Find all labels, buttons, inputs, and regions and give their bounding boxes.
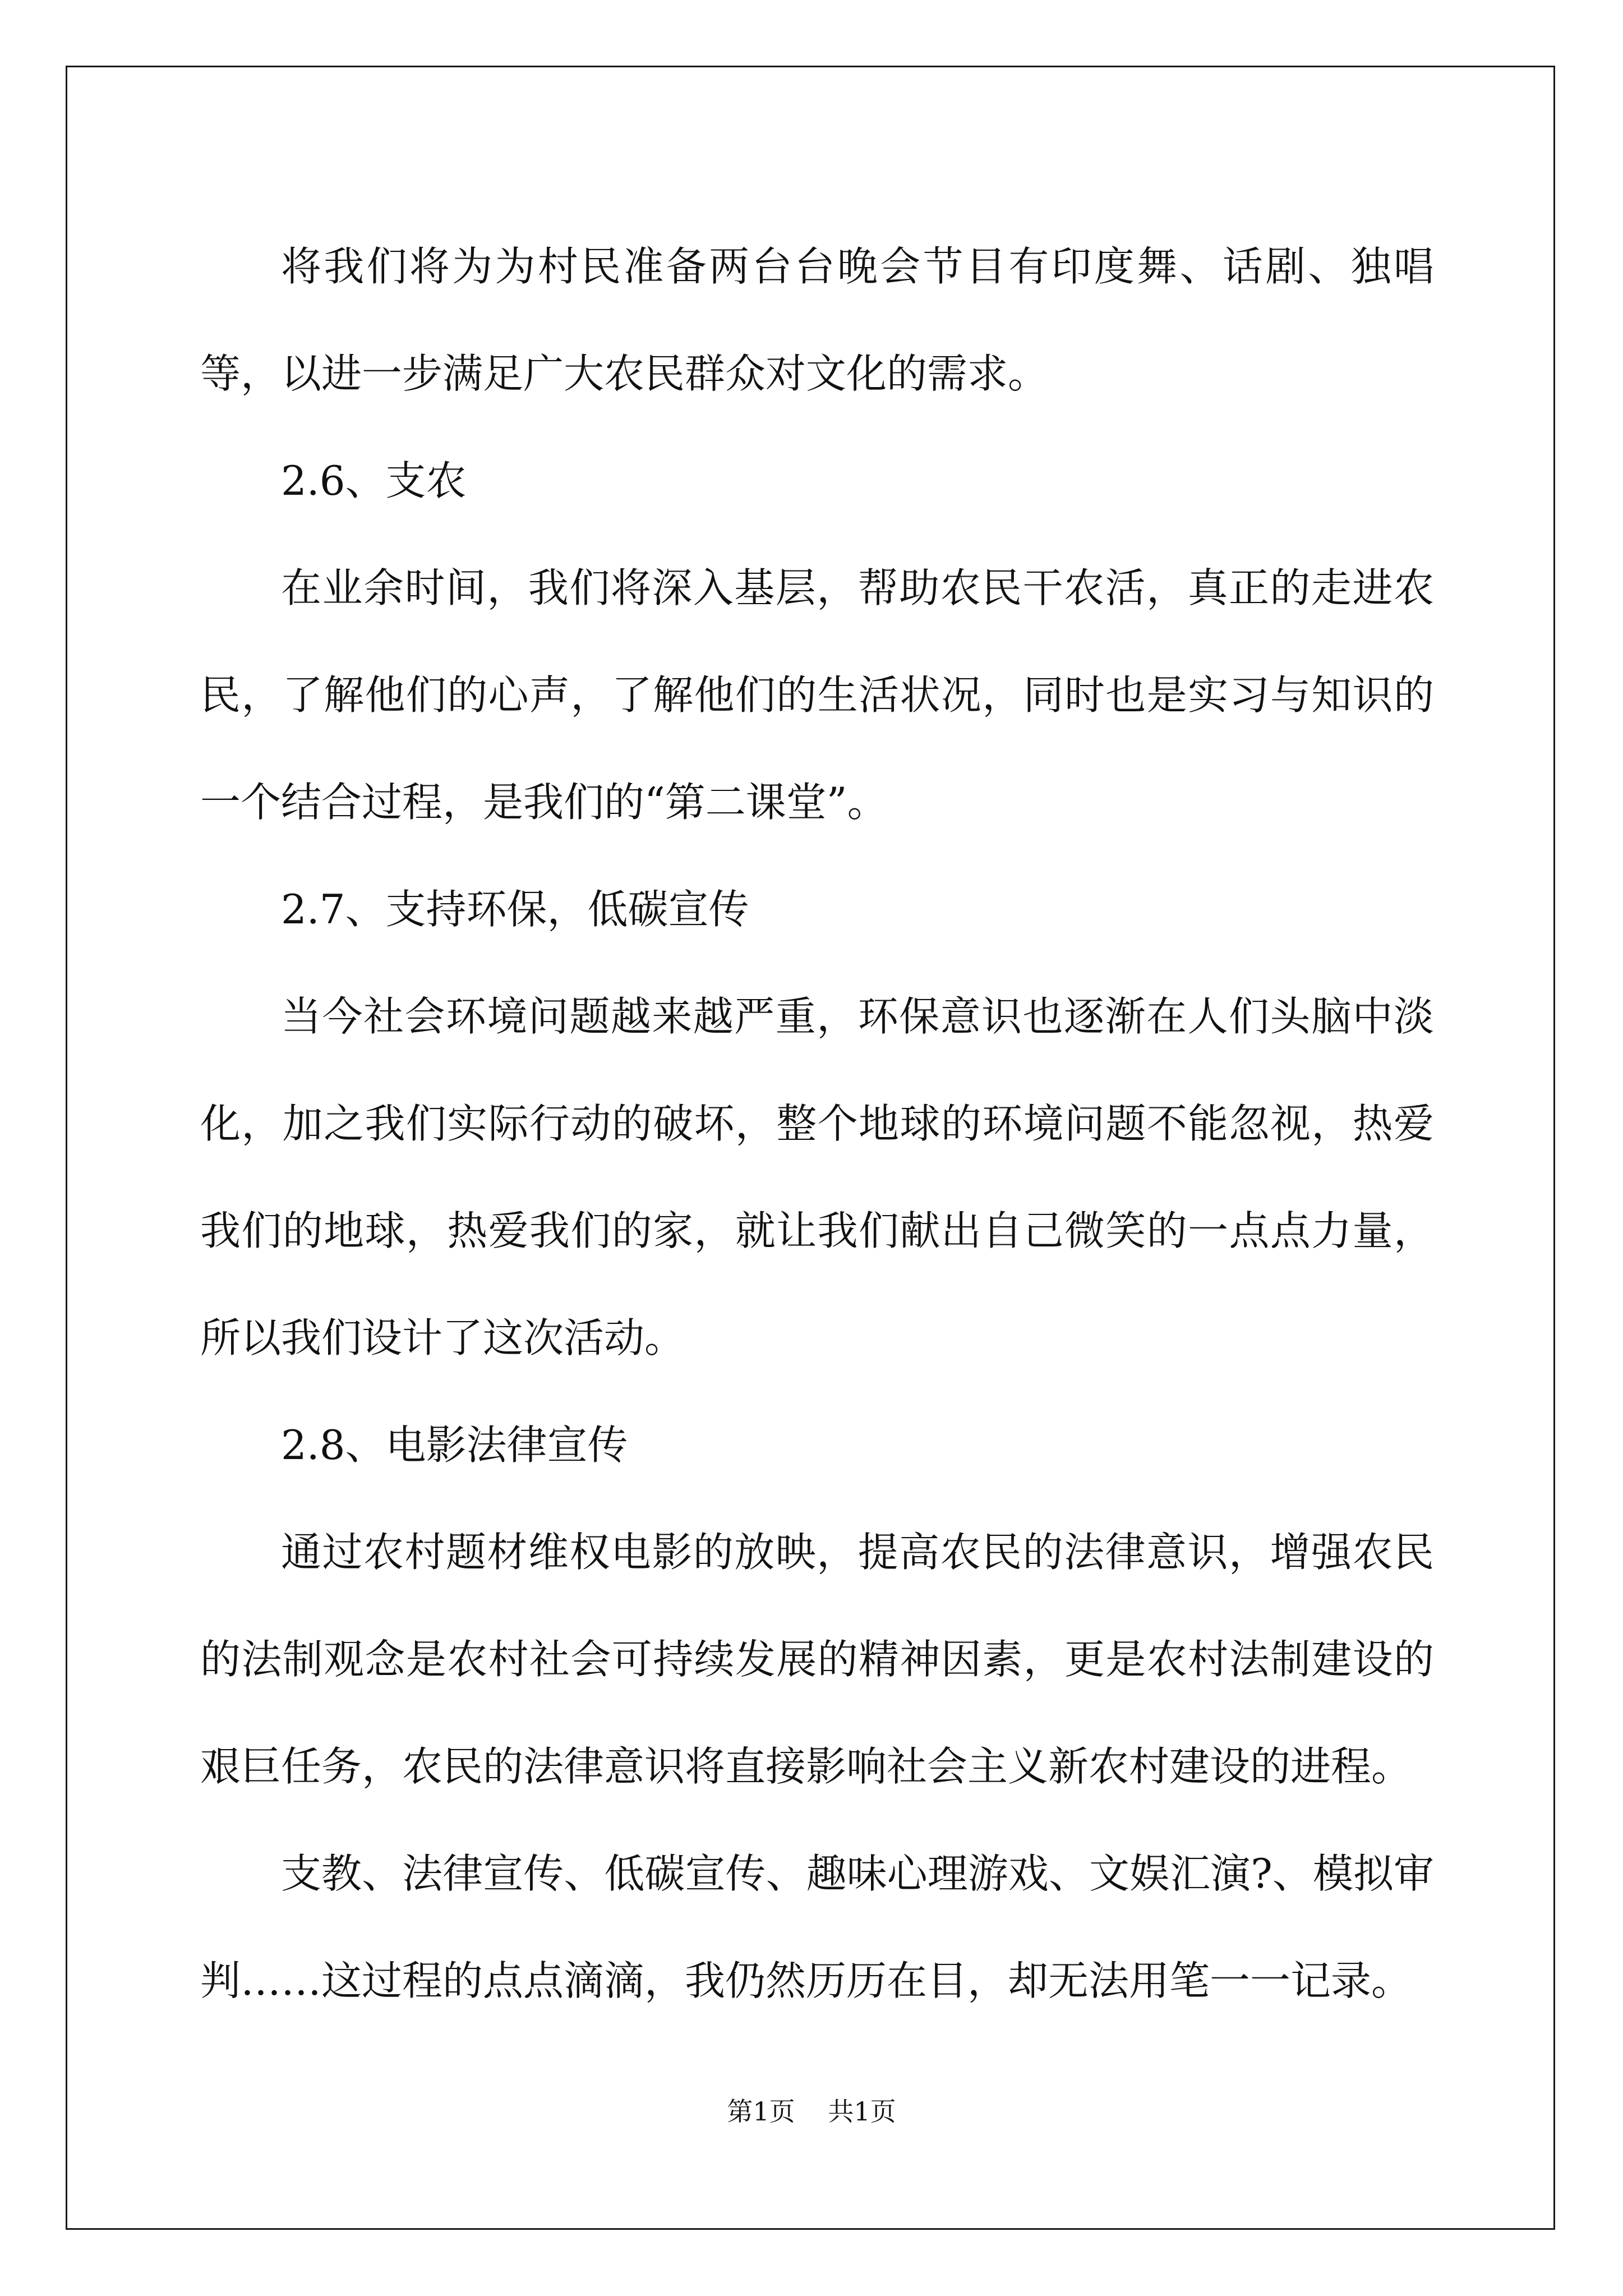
page-total: 共1页 [828, 2096, 896, 2127]
heading-2-7: 2.7、支持环保，低碳宣传 [281, 886, 749, 933]
heading-2-8: 2.8、电影法律宣传 [281, 1421, 628, 1469]
paragraph-farm-support: 在业余时间，我们将深入基层，帮助农民干农活，真正的走进农民，了解他们的心声，了解他们的生活状况，同时也是实习与知识的一个结合过程，是我们的“第二课堂”。 [200, 564, 1434, 826]
page-number: 第1页 [727, 2096, 795, 2127]
page-footer [0, 2091, 1623, 2128]
paragraph-performance: 将我们将为为村民准备两台台晚会节目有印度舞、话剧、独唱等，以进一步满足广大农民群众对文化的需求。 [200, 243, 1434, 397]
document-body [200, 213, 1434, 2035]
paragraph-summary: 支教、法律宣传、低碳宣传、趣味心理游戏、文娱汇演?、模拟审判……这过程的点点滴滴，我仍然历历在目，却无法用笔一一记录。 [200, 1850, 1434, 2004]
paragraph-environment: 当今社会环境问题越来越严重，环保意识也逐渐在人们头脑中淡化，加之我们实际行动的破坏，整个地球的环境问题不能忽视，热爱我们的地球，热爱我们的家，就让我们献出自己微笑的一点点力量，所以我们设计了这次活动。 [200, 993, 1434, 1361]
paragraph-law-film: 通过农村题材维权电影的放映，提高农民的法律意识，增强农民的法制观念是农村社会可持续发展的精神因素，更是农村法制建设的艰巨任务，农民的法律意识将直接影响社会主义新农村建设的进程。 [200, 1529, 1434, 1790]
heading-2-6: 2.6、支农 [281, 457, 467, 504]
